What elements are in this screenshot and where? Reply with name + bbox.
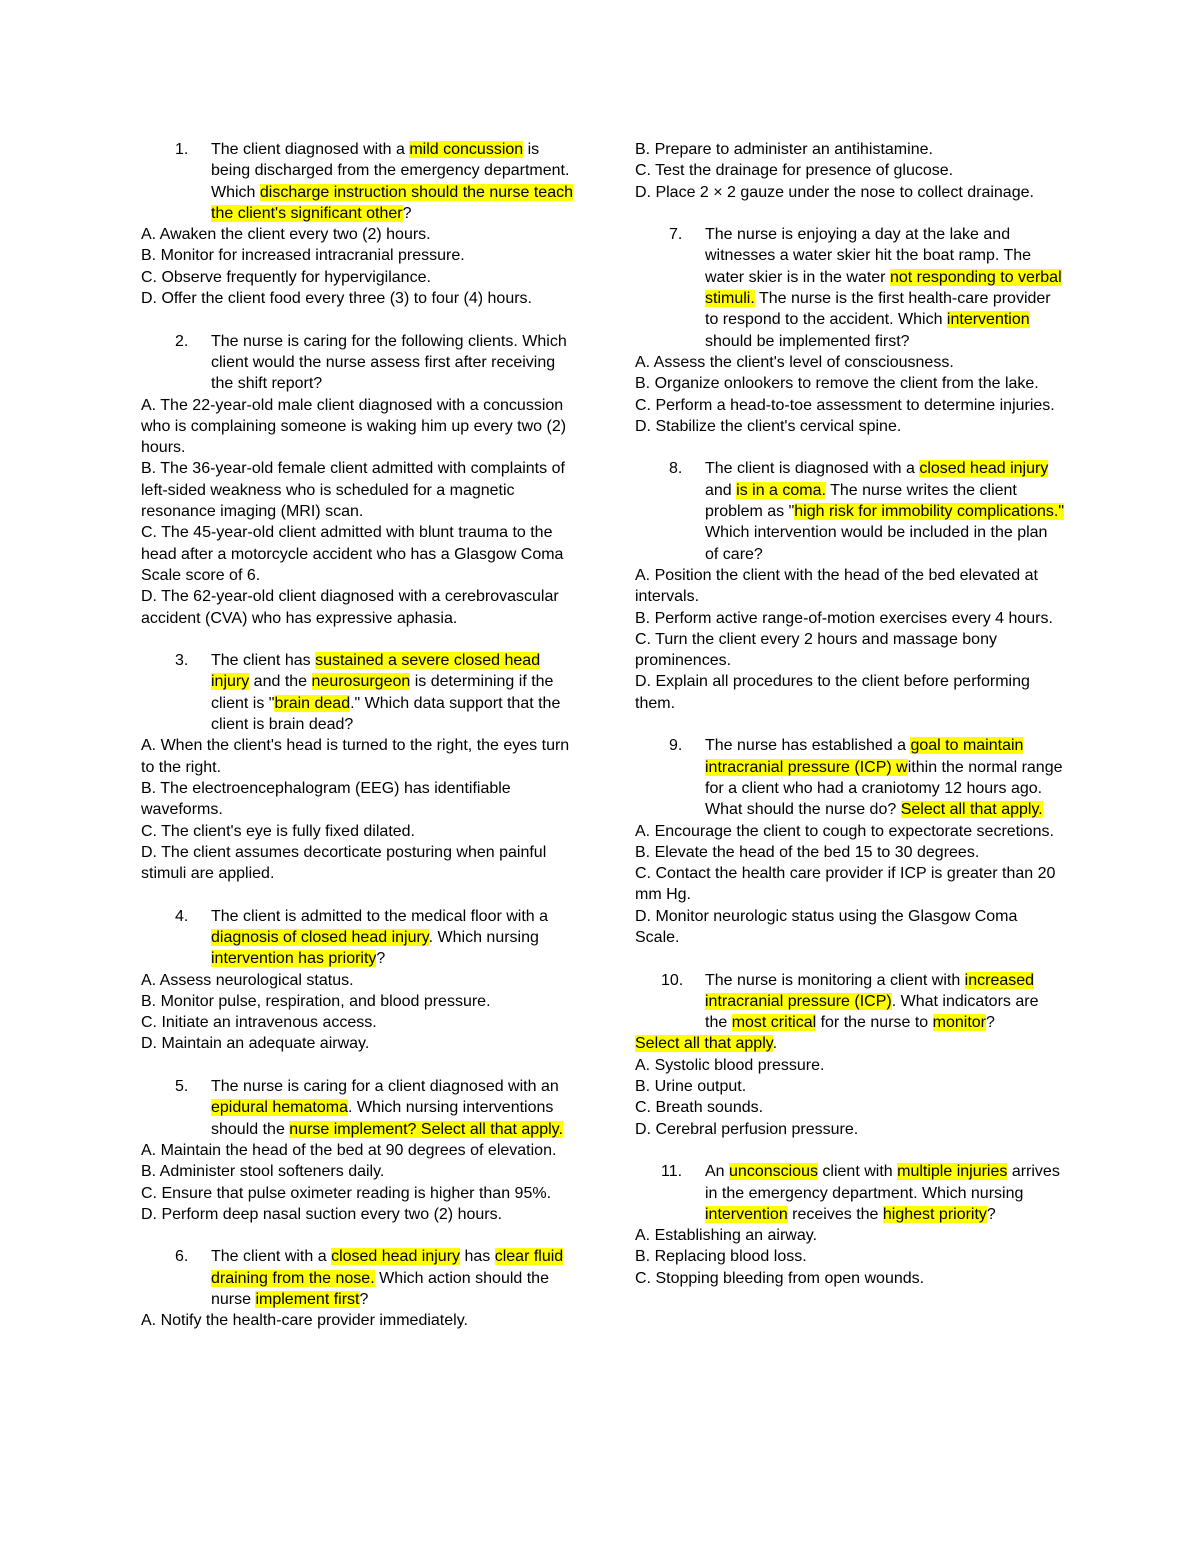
question-text [705,972,1038,1032]
question-number: 11. [661,1163,683,1181]
highlighted-text: closed head injury [331,1248,461,1266]
option-b: B. Replacing blood loss. [635,1248,807,1266]
highlighted-text: sustained a severe closed head injury [211,652,541,691]
question-5 [141,1076,573,1225]
question-text [705,226,1062,349]
question-10 [635,970,1065,1140]
question-number: 6. [175,1248,189,1266]
question-number: 5. [175,1078,189,1096]
option-d: D. The 62-year-old client diagnosed with a cerebrovascular accident (CVA) who has expressive aphasia. [141,588,559,627]
option-b: B. Perform active range-of-motion exercises every 4 hours. [635,609,1053,627]
option-c: C. The client's eye is fully fixed dilated. [141,822,415,840]
question-number: 10. [661,971,684,989]
option-d: D. Perform deep nasal suction every two (2) hours. [141,1205,503,1223]
text-run: ? [402,204,412,222]
highlighted-text: diagnosis of closed head injury [211,928,429,946]
text-run: The nurse is caring for a client diagnosed with an [211,1078,559,1096]
highlighted-text: clear fluid draining from the nose. [211,1248,564,1287]
question-6 [141,1246,573,1331]
text-run: receives the [787,1205,883,1223]
option-b: B. Monitor pulse, respiration, and blood pressure. [141,992,491,1010]
option-c: C. Breath sounds. [635,1099,764,1117]
text-run: and the [249,673,312,691]
text-run: for the nurse to [816,1014,933,1032]
option-d: D. Offer the client food every three (3) to four (4) hours. [141,290,532,308]
question-text [211,1248,563,1308]
option-d: D. Place 2 × 2 gauze under the nose to collect drainage. [635,183,1034,201]
option-c: C. Initiate an intravenous access. [141,1014,377,1032]
text-run: The nurse is monitoring a client with [705,971,965,989]
question-number: 8. [669,460,683,478]
option-a: A. The 22-year-old male client diagnosed with a concussion who is complaining someone is waking him up every two (2) hours. [141,396,567,457]
text-run: Which intervention would be included in the plan of care? [705,524,1048,563]
option-a: A. When the client's head is turned to the right, the eyes turn to the right. [141,737,570,776]
highlighted-text: closed head injury [919,460,1049,478]
highlighted-text: goal to maintain intracranial pressure (ICP) w [705,737,1024,776]
text-run: ? [376,950,386,968]
options-list [141,395,573,629]
text-run: Which action should the nurse [211,1269,549,1309]
option-b: B. Organize onlookers to remove the client from the lake. [635,375,1039,393]
select-all-line [635,1033,1065,1054]
highlighted-text: most critical [731,1014,817,1032]
text-run: The nurse writes the client problem as " [705,481,1017,521]
question-stem [635,458,1065,564]
option-d: D. Stabilize the client's cervical spine. [635,417,902,435]
question-number: 4. [175,907,189,925]
question-text [705,1163,1060,1223]
options-list [635,352,1065,437]
question-stem [141,1076,573,1140]
question-7 [635,224,1065,437]
question-text [211,652,560,733]
question-stem [635,735,1065,820]
option-a: A. Maintain the head of the bed at 90 degrees of elevation. [141,1141,557,1159]
question-number: 3. [175,652,189,670]
highlighted-text: high risk for immobility complications." [794,503,1065,521]
question-stem [141,331,573,395]
text-run: The client is diagnosed with a [705,460,920,478]
highlighted-text: increased intracranial pressure (ICP) [705,971,1035,1010]
option-c: C. The 45-year-old client admitted with blunt trauma to the head after a motorcycle accident who has a Glasgow Coma Scale score of 6. [141,524,564,584]
text-run: The nurse is the first health-care provider to respond to the accident. Which [705,290,1051,329]
options-list [635,1055,1065,1140]
question-stem [141,906,573,970]
highlighted-text: Select all that apply. [900,801,1043,819]
question-3 [141,650,573,884]
left-column [141,139,573,1353]
highlighted-text: highest priority [882,1205,987,1223]
text-run: . Which nursing interventions should the [211,1099,554,1138]
options-list [141,970,573,1055]
option-d: D. Maintain an adequate airway. [141,1035,370,1053]
option-a: A. Assess neurological status. [141,971,354,989]
highlighted-text: mild concussion [409,141,524,158]
text-run: ? [986,1014,995,1032]
text-run: An [705,1163,730,1181]
highlighted-text: implement first [255,1291,360,1309]
highlighted-text: unconscious [729,1163,818,1181]
option-b: B. The 36-year-old female client admitted with complaints of left-sided weakness who is scheduled for a magnetic resonance imaging (MRI) scan. [141,460,565,521]
text-run: . Which nursing [428,928,539,946]
text-run: The client is admitted to the medical floor with a [211,907,549,925]
highlighted-text: Select all that apply [635,1035,773,1053]
question-number: 2. [175,332,189,350]
option-d: D. The client assumes decorticate posturing when painful stimuli are applied. [141,843,547,883]
question-text [705,460,1064,562]
options-list [635,1225,1065,1289]
question-9 [635,735,1065,948]
option-c: C. Stopping bleeding from open wounds. [635,1269,925,1287]
text-run: The client has [211,652,316,670]
option-d: D. Monitor neurologic status using the Glasgow Coma Scale. [635,907,1018,946]
highlighted-text: intervention [946,311,1030,329]
option-c: C. Contact the health care provider if ICP is greater than 20 mm Hg. [635,865,1056,904]
option-c: C. Observe frequently for hypervigilance. [141,268,431,286]
text-run: is determining if the client is " [211,673,554,712]
text-run: The client diagnosed with a [211,141,410,158]
text-run: . [772,1035,778,1053]
option-c: C. Ensure that pulse oximeter reading is higher than 95%. [141,1184,552,1202]
option-a: A. Establishing an airway. [635,1227,818,1245]
right-column [635,139,1065,1310]
option-b: B. The electroencephalogram (EEG) has identifiable waveforms. [141,779,511,819]
option-c: C. Test the drainage for presence of glucose. [635,162,954,180]
text-run: has [460,1248,495,1266]
option-b: B. Urine output. [635,1078,747,1096]
option-a: A. Assess the client's level of consciousness. [635,353,954,371]
text-run: should be implemented first? [705,332,910,350]
highlighted-text: intervention has priority [211,950,377,968]
highlighted-text: monitor [932,1014,987,1032]
text-run: ? [986,1205,996,1223]
option-d: D. Explain all procedures to the client before performing them. [635,673,1030,712]
question-text [211,333,567,393]
option-b: B. Monitor for increased intracranial pressure. [141,247,465,265]
question-text [211,141,573,222]
options-list [635,821,1065,949]
highlighted-text: brain dead [274,694,351,712]
question-number: 1. [175,141,189,158]
options-list [141,224,573,309]
option-b: B. Elevate the head of the bed 15 to 30 degrees. [635,843,980,861]
option-c: C. Turn the client every 2 hours and massage bony prominences. [635,630,997,670]
text-run: The client with a [211,1248,332,1266]
text-run: The nurse is caring for the following clients. Which client would the nurse assess first after receiving the shift report? [211,332,567,393]
question-6-continued [635,139,1065,203]
text-run: ." Which data support that the client is brain dead? [211,694,561,734]
question-text [211,908,548,968]
option-a: A. Encourage the client to cough to expectorate secretions. [635,822,1054,840]
text-run: The nurse has established a [705,737,911,755]
highlighted-text: not responding to verbal stimuli. [705,268,1062,308]
option-a: A. Notify the health-care provider immediately. [141,1312,468,1330]
highlighted-text: epidural hematoma [211,1099,348,1117]
question-4 [141,906,573,1055]
options-list [635,565,1065,714]
question-8 [635,458,1065,714]
question-stem [141,139,573,224]
text-run: The nurse is enjoying a day at the lake and witnesses a water skier hit the boat ramp. The water skier is in the water [705,226,1032,286]
highlighted-text: nurse implement? Select all that apply. [289,1120,563,1138]
question-stem [141,1246,573,1310]
question-stem [635,1161,1065,1225]
question-stem [635,224,1065,352]
option-c: C. Perform a head-to-toe assessment to determine injuries. [635,396,1055,414]
option-d: D. Cerebral perfusion pressure. [635,1120,859,1138]
question-text [705,737,1063,818]
question-number: 7. [669,226,683,244]
question-stem [635,970,1065,1034]
highlighted-text: multiple injuries [897,1163,1008,1181]
highlighted-text: is in a coma. [736,481,826,499]
option-a: A. Systolic blood pressure. [635,1056,825,1074]
highlighted-text: discharge instruction should the nurse teach the client's significant other [211,183,573,222]
text-run: arrives in the emergency department. Which nursing [705,1163,1060,1202]
text-run: and [705,481,737,499]
option-b: B. Administer stool softeners daily. [141,1163,385,1181]
highlighted-text: intervention [705,1205,788,1223]
option-a: A. Awaken the client every two (2) hours. [141,226,431,244]
question-stem [141,650,573,735]
option-a: A. Position the client with the head of the bed elevated at intervals. [635,566,1038,606]
text-run: is being discharged from the emergency department. Which [211,141,570,201]
options-list [141,1310,573,1331]
question-text [211,1078,563,1138]
options-list [141,1140,573,1225]
question-2 [141,331,573,629]
option-b: B. Prepare to administer an antihistamine. [635,141,933,158]
options-list [141,735,573,884]
text-run: ithin the normal range for a client who had a craniotomy 12 hours ago. What should the nurse do? [705,758,1063,819]
text-run: ? [359,1291,369,1309]
question-number: 9. [669,737,683,755]
text-run: . What indicators are the [705,992,1039,1032]
text-run: client with [817,1163,898,1181]
highlighted-text: neurosurgeon [311,673,411,691]
question-11 [635,1161,1065,1289]
question-1 [141,139,573,309]
